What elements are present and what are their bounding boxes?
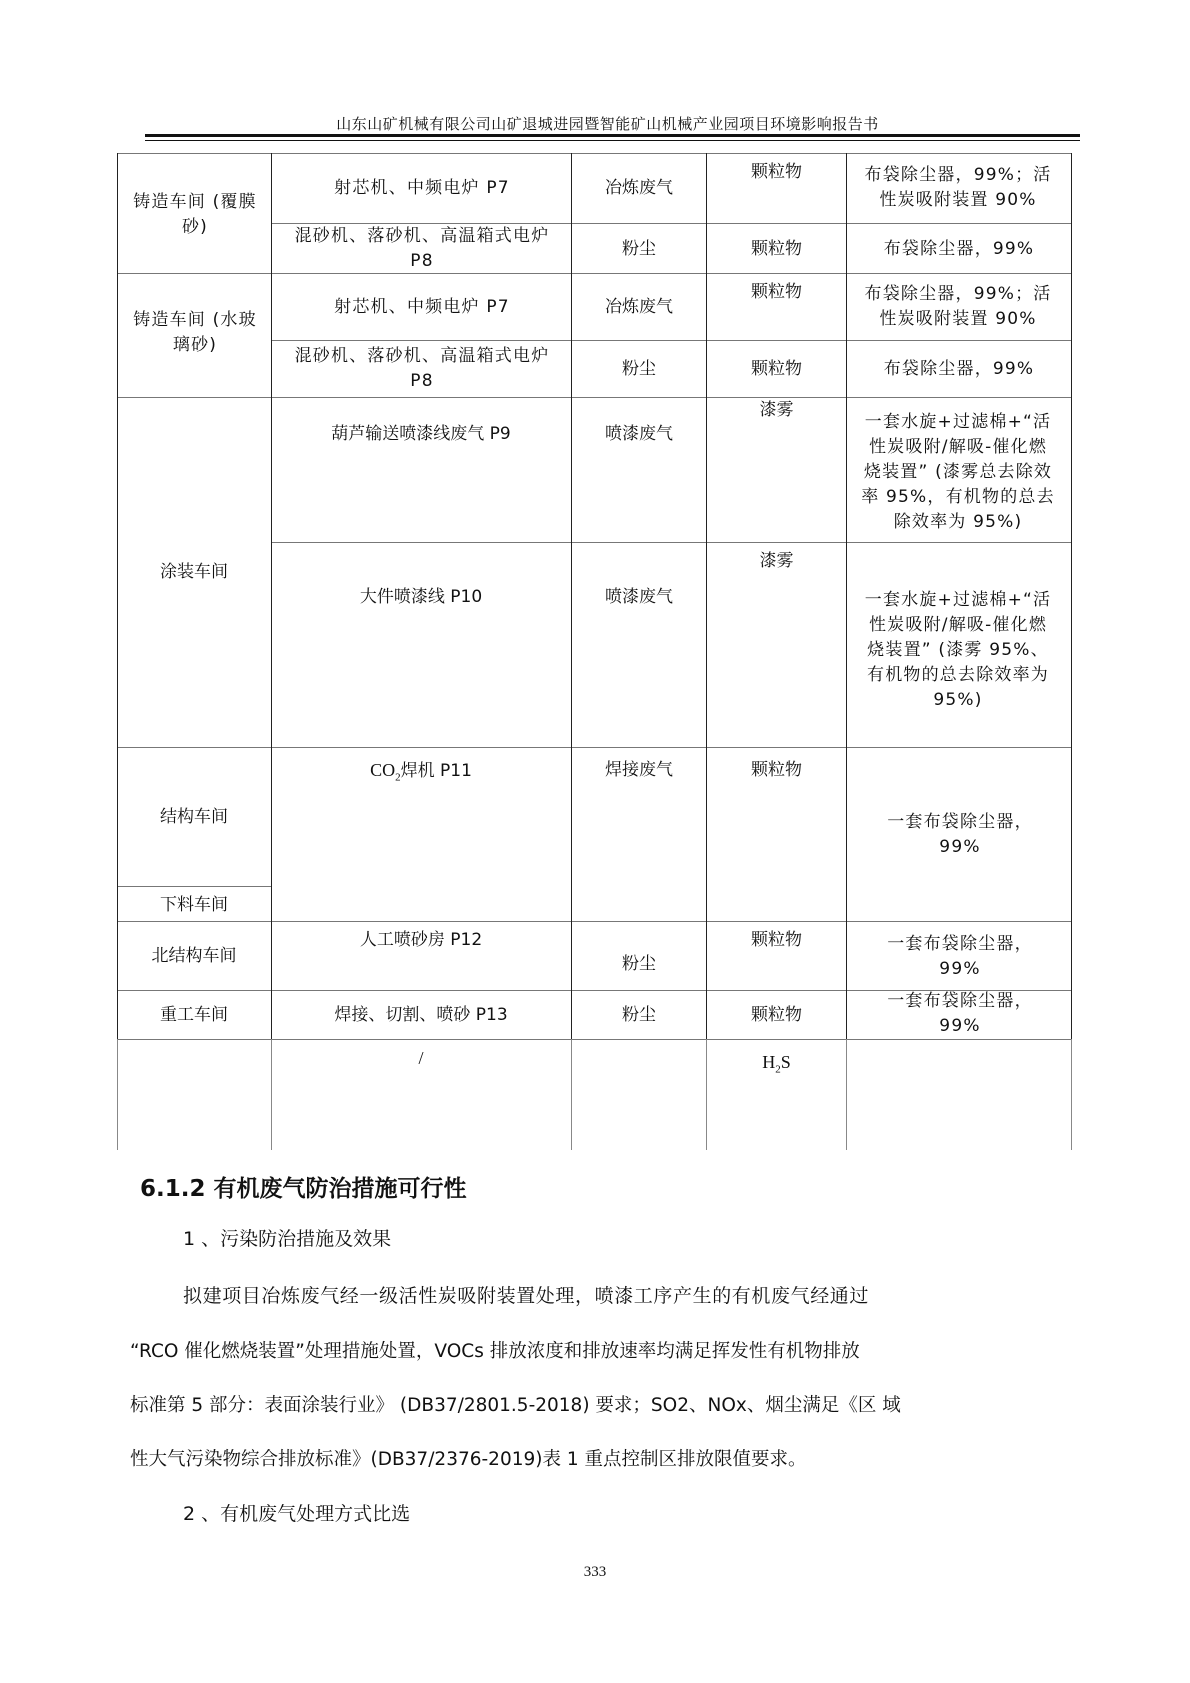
type-cell: 喷漆废气	[605, 587, 673, 607]
type-cell: 粉尘	[622, 953, 656, 974]
table-border	[706, 1039, 707, 1150]
source-cell: 人工喷砂房 P12	[359, 930, 483, 950]
pollutant-cell	[708, 1050, 845, 1080]
source-cell: 大件喷漆线 P10	[359, 587, 483, 607]
workshop-cell: 北结构车间	[151, 945, 237, 966]
paragraph-line: “RCO 催化燃烧装置”处理措施处置，VOCs 排放浓度和排放速率均满足挥发性有机物排放	[130, 1341, 860, 1362]
source-text: $CO_2$焊机 P11	[370, 760, 472, 784]
table-border	[706, 153, 707, 1039]
paragraph-line: 拟建项目冶炼废气经一级活性炭吸附装置处理，喷漆工序产生的有机废气经通过	[183, 1285, 870, 1307]
pollutant-cell: 漆雾	[759, 551, 794, 571]
source-cell: 射芯机、中频电炉 P7	[334, 296, 510, 317]
type-cell: 粉尘	[622, 358, 656, 379]
header-rule-thin	[145, 140, 1080, 141]
pollutant-cell: 颗粒物	[751, 358, 802, 379]
measure-cell: 布袋除尘器，99%	[883, 358, 1035, 379]
measure-cell: 一套布袋除尘器，99%	[887, 811, 1033, 857]
subheading-1: 1 、污染防治措施及效果	[183, 1228, 392, 1250]
workshop-cell: 铸造车间 (水玻璃砂)	[133, 310, 257, 355]
workshop-cell: 下料车间	[160, 894, 228, 915]
table-border	[846, 1039, 847, 1150]
source-cell: /	[418, 1048, 424, 1068]
table-border	[1071, 1039, 1072, 1150]
measure-cell: 布袋除尘器，99%；活性炭吸附装置 90%	[864, 165, 1052, 210]
source-cell: 混砂机、落砂机、高温箱式电炉 P8	[294, 346, 550, 391]
source-cell: 葫芦输送喷漆线废气 P9	[331, 424, 511, 444]
pollutant-cell: 颗粒物	[751, 1004, 802, 1025]
source-cell	[272, 758, 570, 798]
pollutant-cell: 颗粒物	[751, 760, 802, 780]
table-border	[117, 886, 271, 887]
page-number: 333	[583, 1564, 607, 1580]
measure-cell: 一套布袋除尘器，99%	[887, 934, 1033, 979]
measure-cell: 一套水旋+过滤棉+“活性炭吸附/解吸-催化燃烧装置” (漆雾 95%、有机物的总去除效率为 95%)	[864, 590, 1052, 710]
source-cell: 射芯机、中频电炉 P7	[334, 177, 510, 198]
table-border	[117, 1039, 118, 1150]
paragraph-line: 标准第 5 部分：表面涂装行业》 (DB37/2801.5-2018) 要求；SO2、NOx、烟尘满足《区 域	[130, 1395, 901, 1416]
type-cell: 冶炼废气	[605, 177, 673, 198]
measure-cell: 一套水旋+过滤棉+“活性炭吸附/解吸-催化燃烧装置” (漆雾总去除效率 95%，有机物的总去除效率为 95%)	[861, 412, 1055, 532]
table-border	[571, 153, 572, 1039]
type-cell: 焊接废气	[605, 760, 673, 780]
section-heading: 6.1.2 有机废气防治措施可行性	[140, 1176, 467, 1202]
pollutant-cell: 颗粒物	[751, 930, 802, 950]
measure-cell: 一套布袋除尘器，99%	[887, 991, 1033, 1036]
source-cell: 混砂机、落砂机、高温箱式电炉 P8	[294, 226, 550, 271]
workshop-cell: 铸造车间 (覆膜砂)	[133, 192, 257, 237]
table-border	[1071, 153, 1072, 1039]
pollutant-cell: 颗粒物	[751, 162, 802, 182]
measure-cell: 布袋除尘器，99%；活性炭吸附装置 90%	[864, 284, 1052, 329]
pollutant-cell: 颗粒物	[751, 238, 802, 259]
workshop-cell: 结构车间	[160, 806, 228, 827]
subheading-2: 2 、有机废气处理方式比选	[183, 1503, 411, 1525]
header-rule-thick	[145, 134, 1080, 137]
pollutant-text: $H_2S$	[762, 1052, 791, 1076]
pollutant-cell: 颗粒物	[751, 282, 802, 302]
pollutant-cell: 漆雾	[759, 400, 794, 420]
workshop-cell: 涂装车间	[160, 562, 228, 582]
workshop-cell: 重工车间	[160, 1004, 228, 1025]
source-cell: 焊接、切割、喷砂 P13	[334, 1004, 508, 1025]
measure-cell: 布袋除尘器，99%	[883, 238, 1035, 259]
type-cell: 喷漆废气	[605, 424, 673, 444]
running-header: 山东山矿机械有限公司山矿退城进园暨智能矿山机械产业园项目环境影响报告书	[336, 115, 879, 133]
table-border	[571, 1039, 572, 1150]
table-border	[271, 542, 1072, 543]
type-cell: 粉尘	[622, 238, 656, 259]
type-cell: 粉尘	[622, 1004, 656, 1025]
table-border	[846, 153, 847, 1039]
paragraph-line: 性大气污染物综合排放标准》(DB37/2376-2019)表 1 重点控制区排放限值要求。	[130, 1449, 807, 1470]
type-cell: 冶炼废气	[605, 296, 673, 317]
